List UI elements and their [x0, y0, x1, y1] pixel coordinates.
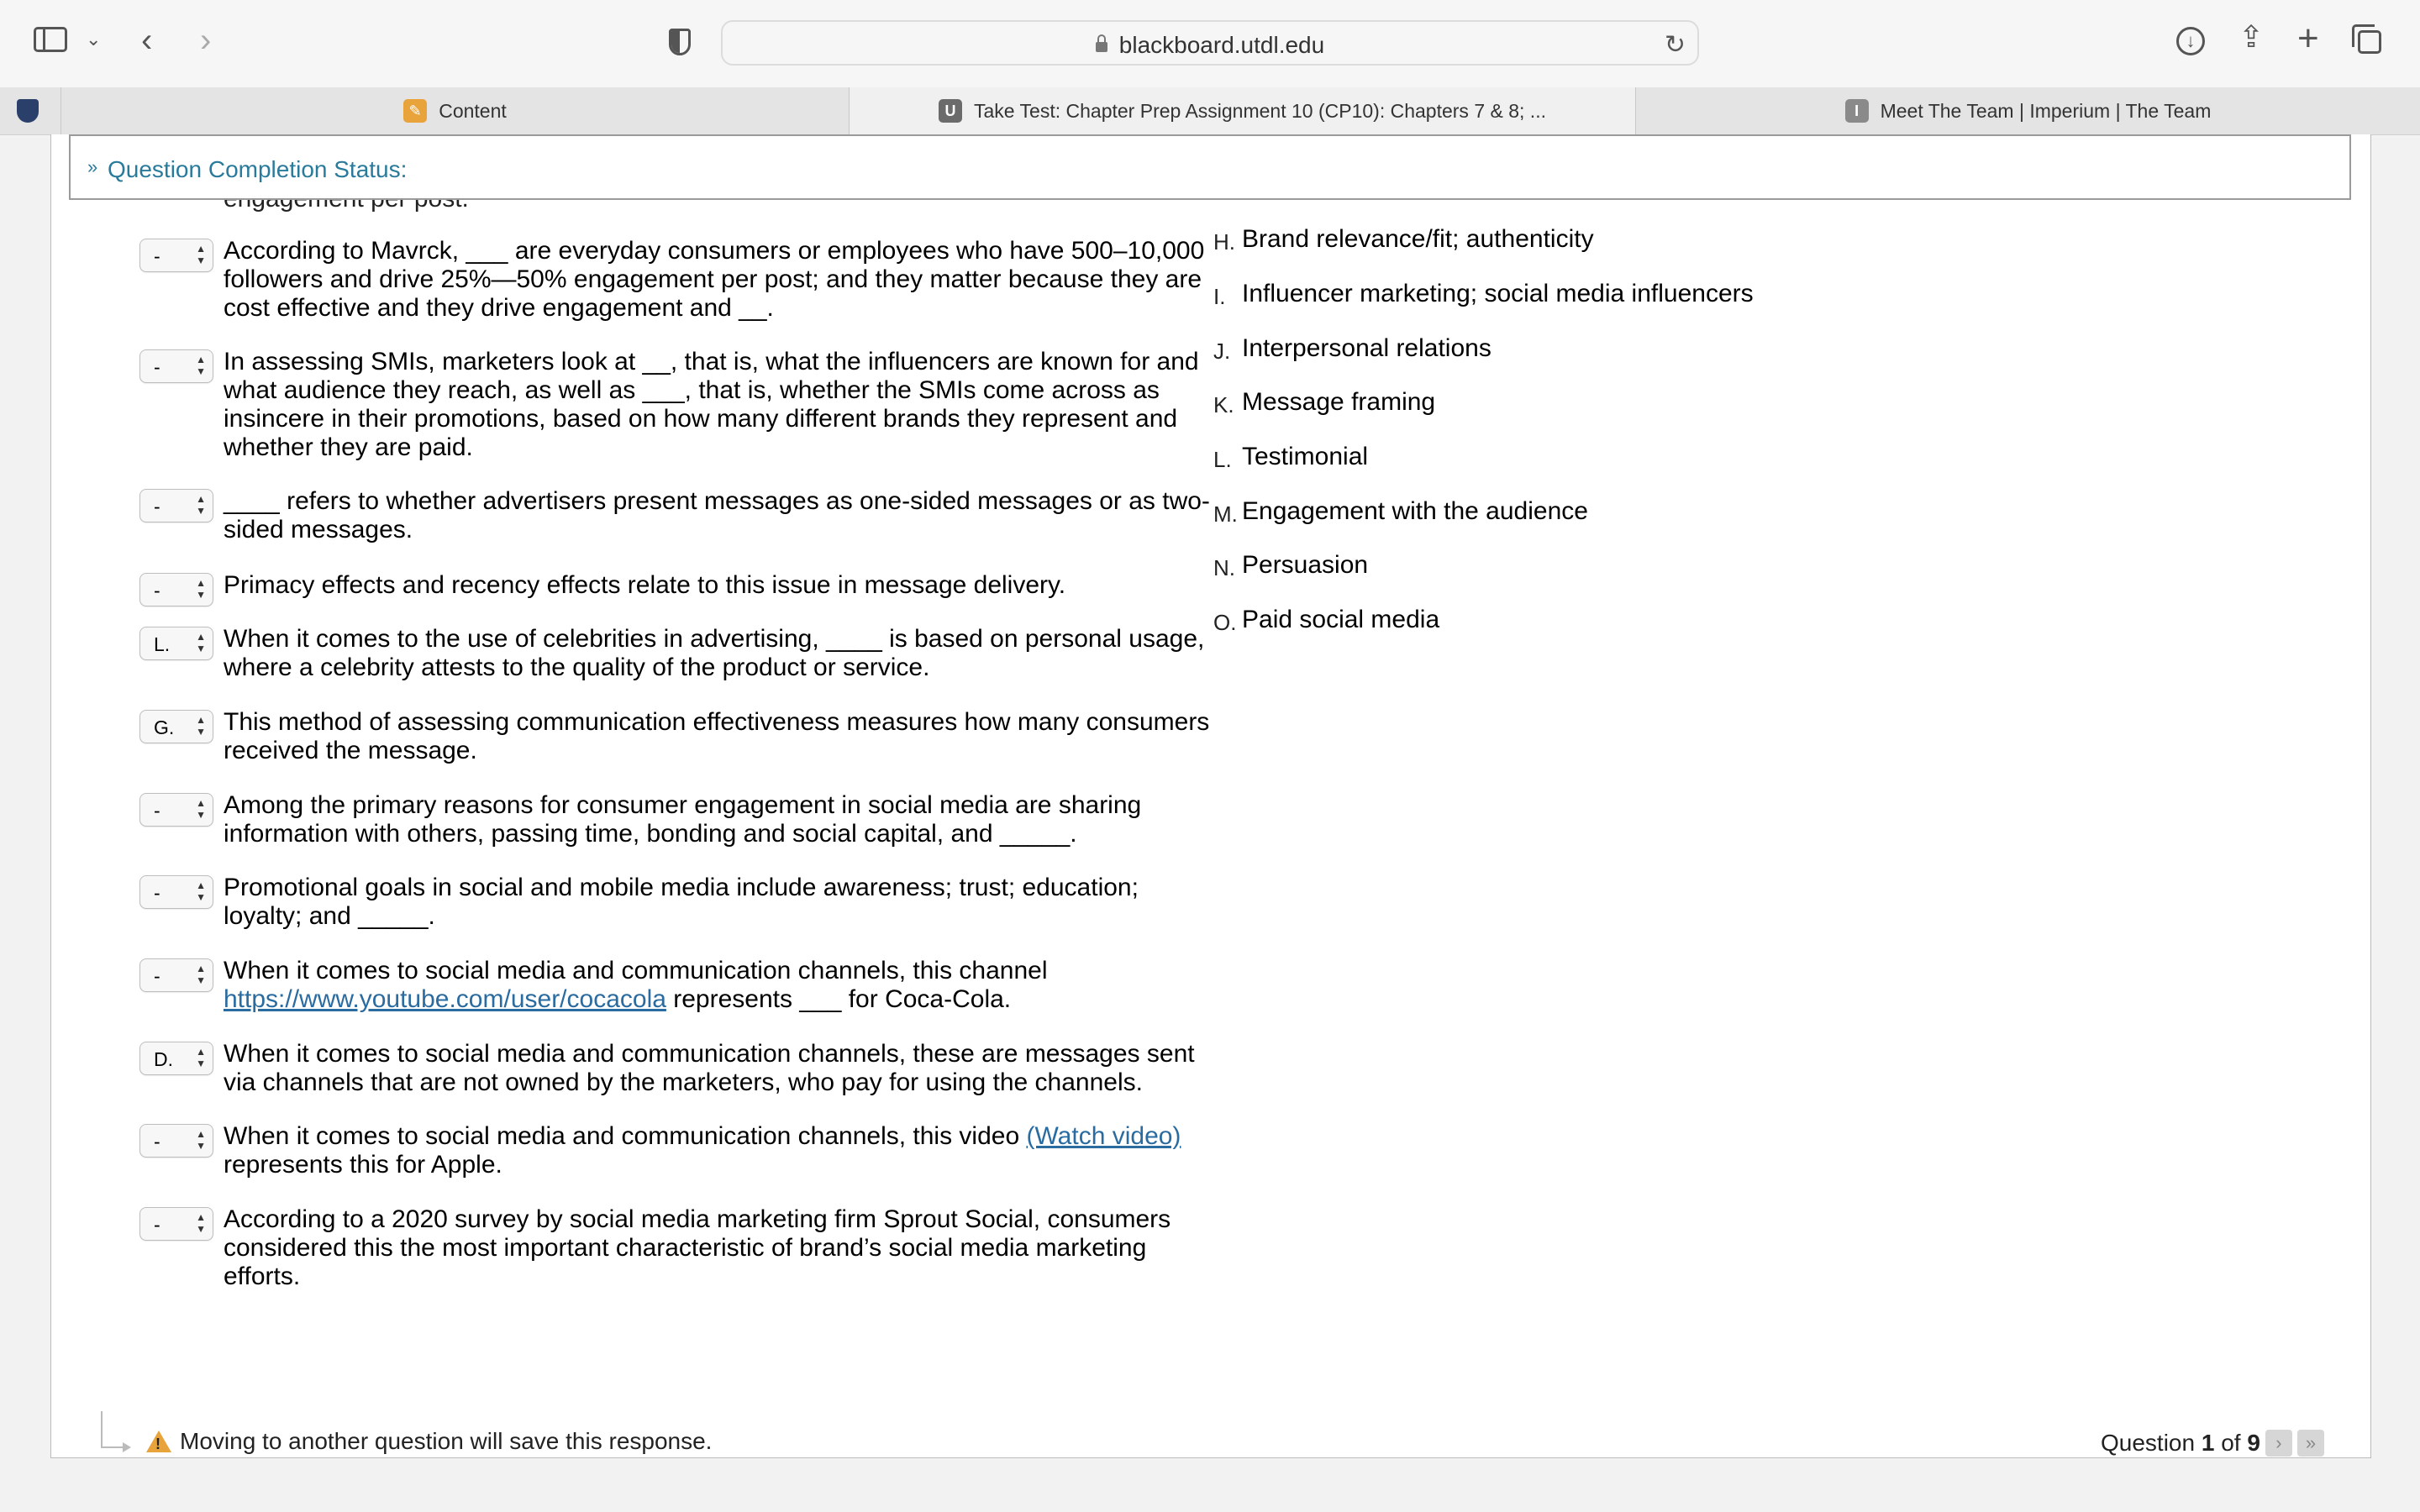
tab-label: Meet The Team | Imperium | The Team: [1880, 99, 2212, 122]
question-text: Among the primary reasons for consumer engagement in social media are sharing information with others, passing time, bonding and social capital, and _____.: [224, 791, 1142, 848]
select-arrows-icon: ▲ ▼: [196, 879, 206, 903]
pencil-icon: ✎: [403, 99, 427, 123]
i-icon: I: [1845, 99, 1869, 123]
answer-select[interactable]: - ▲ ▼: [139, 239, 213, 272]
double-chevron-down-icon: »: [87, 156, 98, 177]
answer-select[interactable]: - ▲ ▼: [139, 489, 213, 522]
select-arrows-icon: ▲ ▼: [196, 354, 206, 377]
tab-meet-the-team[interactable]: [1635, 87, 2420, 134]
tab-content[interactable]: [60, 87, 849, 134]
answer-select[interactable]: - ▲ ▼: [139, 1124, 213, 1158]
lock-icon: [1096, 42, 1107, 52]
question-text: This method of assessing communication effectiveness measures how many consumers received the message.: [224, 708, 1210, 764]
extension-shield-icon[interactable]: [17, 99, 39, 123]
answer-select[interactable]: - ▲ ▼: [139, 875, 213, 909]
question-text: When it comes to social media and communication channels, this channel https://www.youtube.com/user/cocacola represents ___ for Coca-Cola.: [224, 957, 1048, 1013]
answer-select[interactable]: G. ▲ ▼: [139, 710, 213, 743]
select-arrows-icon: ▲ ▼: [196, 243, 206, 266]
sidebar-toggle-icon[interactable]: [34, 27, 67, 52]
select-arrows-icon: ▲ ▼: [196, 631, 206, 654]
watch-video-link[interactable]: (Watch video): [1026, 1122, 1181, 1150]
warning-text: Moving to another question will save this response.: [180, 1428, 713, 1454]
select-arrows-icon: ▲ ▼: [196, 1128, 206, 1152]
select-arrows-icon: ▲ ▼: [196, 714, 206, 738]
url-text: blackboard.utdl.edu: [1118, 32, 1325, 58]
browser-toolbar: [0, 0, 2420, 87]
select-arrows-icon: ▲ ▼: [196, 1211, 206, 1235]
answer-select[interactable]: - ▲ ▼: [139, 958, 213, 992]
download-icon[interactable]: ↓: [2176, 27, 2205, 55]
select-arrows-icon: ▲ ▼: [196, 493, 206, 517]
answer-select[interactable]: L. ▲ ▼: [139, 627, 213, 660]
question-text: ____ refers to whether advertisers present messages as one-sided messages or as two-sided messages.: [224, 487, 1210, 543]
back-icon[interactable]: ‹: [141, 22, 153, 59]
next-question-button[interactable]: ›: [2265, 1430, 2292, 1457]
of-label: of: [2221, 1430, 2241, 1456]
question-text: According to Mavrck, ___ are everyday consumers or employees who have 500–10,000 followers and drive 25%—50% engagement per post; and they matter because they are cost effective and they drive engagement and __.: [224, 237, 1205, 322]
select-arrows-icon: ▲ ▼: [196, 797, 206, 821]
question-text: When it comes to social media and communication channels, these are messages sent via channels that are not owned by the marketers, who pay for using the channels.: [224, 1040, 1195, 1096]
save-warning: [146, 1428, 712, 1455]
privacy-shield-icon[interactable]: [669, 29, 691, 55]
question-text: Promotional goals in social and mobile media include awareness; trust; education; loyalty; and _____.: [224, 874, 1139, 930]
question-text: Primacy effects and recency effects relate to this issue in message delivery.: [224, 571, 1066, 599]
select-arrows-icon: ▲ ▼: [196, 1046, 206, 1069]
question-text: According to a 2020 survey by social media marketing firm Sprout Social, consumers considered this the most important characteristic of brand’s social media marketing efforts.: [224, 1205, 1171, 1290]
share-icon[interactable]: ⇪: [2238, 19, 2265, 54]
answer-select[interactable]: - ▲ ▼: [139, 793, 213, 827]
answer-select[interactable]: - ▲ ▼: [139, 1207, 213, 1241]
return-arrow-icon: [101, 1411, 124, 1448]
select-arrows-icon: ▲ ▼: [196, 577, 206, 601]
answer-select[interactable]: - ▲ ▼: [139, 349, 213, 383]
current-question: 1: [2201, 1430, 2215, 1456]
select-arrows-icon: ▲ ▼: [196, 963, 206, 986]
reload-icon[interactable]: ↻: [1664, 31, 1686, 59]
question-navigation: [2101, 1430, 2324, 1457]
status-label: Question Completion Status:: [108, 156, 408, 182]
tab-strip: [0, 87, 2420, 135]
question-text: When it comes to social media and communication channels, this video (Watch video) represents this for Apple.: [224, 1122, 1181, 1179]
url-bar[interactable]: [721, 20, 1699, 66]
tab-overview-icon[interactable]: [2358, 30, 2381, 54]
answer-select[interactable]: - ▲ ▼: [139, 573, 213, 606]
chevron-down-icon[interactable]: ⌄: [86, 29, 102, 50]
youtube-link[interactable]: https://www.youtube.com/user/cocacola: [224, 985, 666, 1013]
last-question-button[interactable]: »: [2297, 1430, 2324, 1457]
warning-icon: !: [146, 1431, 171, 1452]
tab-label: Take Test: Chapter Prep Assignment 10 (CP10): Chapters 7 & 8; ...: [974, 99, 1546, 122]
forward-icon[interactable]: ›: [200, 22, 212, 59]
tab-label: Content: [439, 99, 507, 122]
answer-select[interactable]: D. ▲ ▼: [139, 1042, 213, 1075]
question-label: Question: [2101, 1430, 2196, 1456]
total-questions: 9: [2247, 1430, 2260, 1456]
question-text: When it comes to the use of celebrities in advertising, ____ is based on personal usage, where a celebrity attests to the quality of the product or service.: [224, 625, 1205, 681]
question-completion-status[interactable]: [69, 134, 2351, 200]
new-tab-icon[interactable]: +: [2297, 18, 2319, 59]
tab-take-test[interactable]: [849, 87, 1635, 134]
question-text: In assessing SMIs, marketers look at __, that is, what the influencers are known for and what audience they reach, as well as ___, that is, whether the SMIs come across as insincere in their promotions, based on how many different brands they represent and whether they are paid.: [224, 348, 1199, 461]
u-icon: U: [939, 99, 962, 123]
